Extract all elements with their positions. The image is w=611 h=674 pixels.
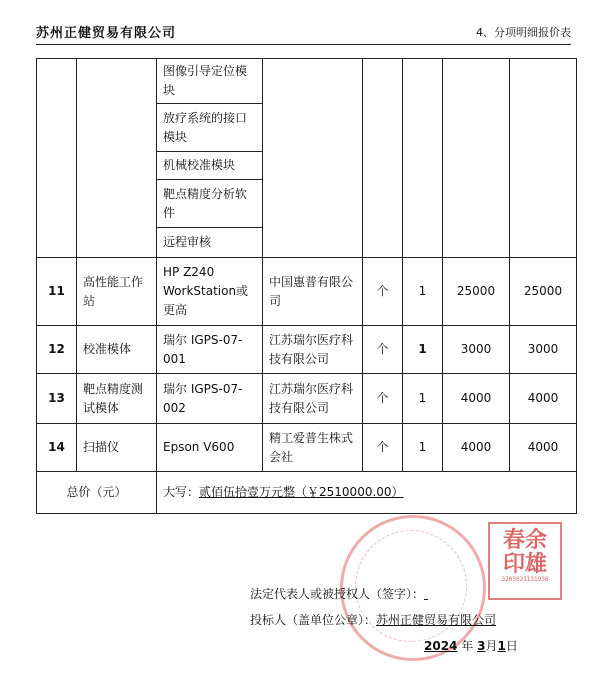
page-header (36, 20, 571, 45)
row-qty: 1 (403, 374, 443, 424)
table-row (37, 258, 577, 326)
row-unit: 个 (363, 424, 403, 472)
cell-blank (363, 59, 403, 258)
cell-blank (37, 59, 77, 258)
row-model: 瑞尔 IGPS-07-002 (157, 374, 263, 424)
row-no: 14 (37, 424, 77, 472)
section-title: 4、分项明细报价表 (476, 26, 571, 39)
row-qty: 1 (403, 258, 443, 326)
date-month: 3 (477, 639, 486, 653)
date-day: 1 (497, 639, 506, 653)
quote-table (36, 58, 577, 514)
row-name: 校准模体 (77, 326, 157, 374)
date-month-unit: 月 (485, 639, 498, 653)
date-year: 2024 (424, 639, 458, 653)
date-year-unit: 年 (461, 639, 474, 653)
row-total: 25000 (510, 258, 577, 326)
row-no: 12 (37, 326, 77, 374)
bidder-line (250, 611, 496, 628)
total-label: 总价（元） (37, 472, 157, 514)
row-price: 4000 (443, 374, 510, 424)
row-price: 3000 (443, 326, 510, 374)
row-model: Epson V600 (157, 424, 263, 472)
continued-item: 远程审核 (157, 228, 263, 258)
row-model: HP Z240 WorkStation或更高 (157, 258, 263, 326)
date-day-unit: 日 (505, 639, 518, 653)
row-no: 13 (37, 374, 77, 424)
cell-blank (443, 59, 510, 258)
cell-blank (263, 59, 363, 258)
cell-blank (510, 59, 577, 258)
total-amount (157, 472, 577, 514)
seal-number: 3205021131936 (501, 576, 549, 583)
row-maker: 江苏瑞尔医疗科技有限公司 (263, 326, 363, 374)
row-name: 高性能工作站 (77, 258, 157, 326)
continued-item: 靶点精度分析软件 (157, 180, 263, 228)
date-line (424, 637, 518, 654)
row-model: 瑞尔 IGPS-07-001 (157, 326, 263, 374)
table-row (37, 374, 577, 424)
row-unit: 个 (363, 258, 403, 326)
row-name: 靶点精度测试模体 (77, 374, 157, 424)
cell-blank (77, 59, 157, 258)
total-value: 贰佰伍拾壹万元整（￥2510000.00） (199, 485, 404, 499)
rep-blank (424, 587, 494, 601)
rep-signature-line (250, 585, 494, 602)
company-name: 苏州正健贸易有限公司 (36, 26, 177, 41)
seal-chars: 春余印雄 (502, 527, 547, 577)
rep-label: 法定代表人或被授权人（签字）： (250, 587, 425, 601)
bidder-value: 苏州正健贸易有限公司 (376, 613, 497, 627)
row-total: 4000 (510, 424, 577, 472)
personal-seal (488, 522, 562, 600)
total-prefix: 大写： (163, 485, 200, 499)
continued-item: 图像引导定位模块 (157, 59, 263, 104)
row-maker: 江苏瑞尔医疗科技有限公司 (263, 374, 363, 424)
table-row (37, 326, 577, 374)
total-row (37, 472, 577, 514)
row-name: 扫描仪 (77, 424, 157, 472)
continued-item: 机械校准模块 (157, 152, 263, 180)
cell-blank (403, 59, 443, 258)
row-price: 4000 (443, 424, 510, 472)
bidder-label: 投标人（盖单位公章）： (250, 613, 377, 627)
continued-item: 放疗系统的接口模块 (157, 104, 263, 152)
row-qty: 1 (403, 424, 443, 472)
row-no: 11 (37, 258, 77, 326)
row-total: 3000 (510, 326, 577, 374)
row-unit: 个 (363, 326, 403, 374)
table-row (37, 424, 577, 472)
row-maker: 精工爱普生株式会社 (263, 424, 363, 472)
row-total: 4000 (510, 374, 577, 424)
row-unit: 个 (363, 374, 403, 424)
row-maker: 中国惠普有限公司 (263, 258, 363, 326)
row-qty: 1 (403, 326, 443, 374)
row-price: 25000 (443, 258, 510, 326)
